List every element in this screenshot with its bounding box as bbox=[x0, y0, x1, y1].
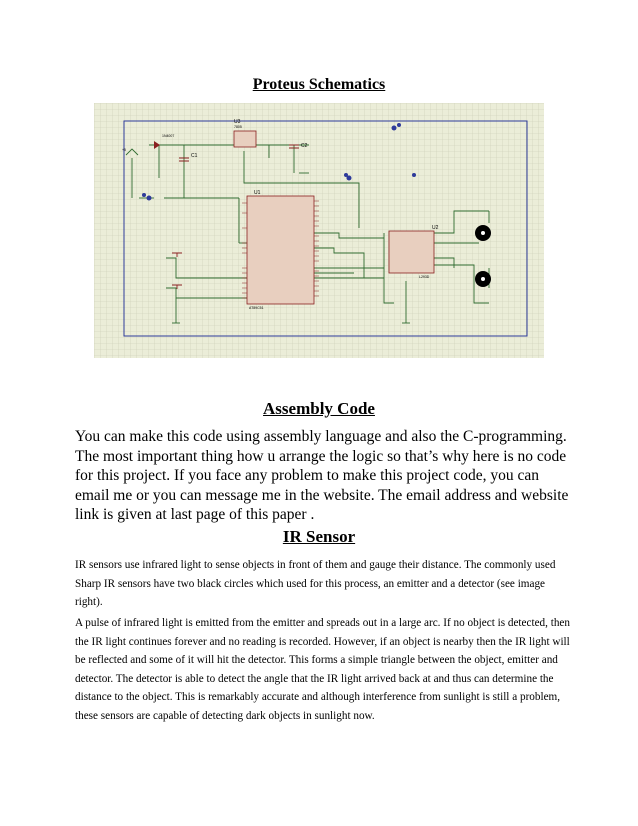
label-u3: U3 bbox=[234, 119, 241, 125]
label-plus5: +5 bbox=[122, 148, 126, 152]
label-u1-part: AT89C51 bbox=[249, 306, 264, 310]
section-title-ir-sensor: IR Sensor bbox=[282, 527, 356, 546]
label-u1: U1 bbox=[254, 190, 261, 196]
label-d1: 1N4007 bbox=[162, 134, 175, 138]
regulator-u3 bbox=[234, 131, 256, 147]
ir-paragraph-2: A pulse of infrared light is emitted from the emitter and spreads out in a large arc. If no object is detected, then the IR light continues forever and no reading is recorded. However, if an object is nearby then the IR light will be reflected and some of it will hit the detector. This forms a simple triangle between the object, emitter and detector. The detector is able to detect the angle that the IR light arrived back at and thus can determine the distance to the object. This is remarkably accurate and although interference from sunlight is still a problem, these sensors are capable of detecting dark objects in sunlight now. bbox=[75, 617, 570, 722]
proteus-schematic-figure bbox=[94, 103, 544, 358]
label-u3-part: 7805 bbox=[234, 125, 242, 129]
section-title-proteus-schematics: Proteus Schematics bbox=[252, 76, 386, 93]
ir-paragraph-1: IR sensors use infrared light to sense objects in front of them and gauge their distance. The commonly used Sharp IR sensors have two black circles which used for this process, an emitter and a detector (see image right). bbox=[75, 559, 556, 608]
label-c2: C2 bbox=[301, 143, 308, 149]
assembly-paragraph: You can make this code using assembly language and also the C-programming. The most important thing how u arrange the logic so that’s why here is no code for this project. If you face any problem to make this project code, you can email me or you can message me in the website. The email address and website link is given at last page of this paper . bbox=[75, 428, 569, 523]
label-u2: U2 bbox=[432, 225, 439, 231]
label-c1: C1 bbox=[191, 153, 198, 159]
motor-driver-u2 bbox=[389, 231, 434, 273]
microcontroller-u1 bbox=[247, 196, 314, 304]
label-u2-part: L293D bbox=[419, 275, 430, 279]
section-title-assembly-code: Assembly Code bbox=[263, 399, 375, 418]
